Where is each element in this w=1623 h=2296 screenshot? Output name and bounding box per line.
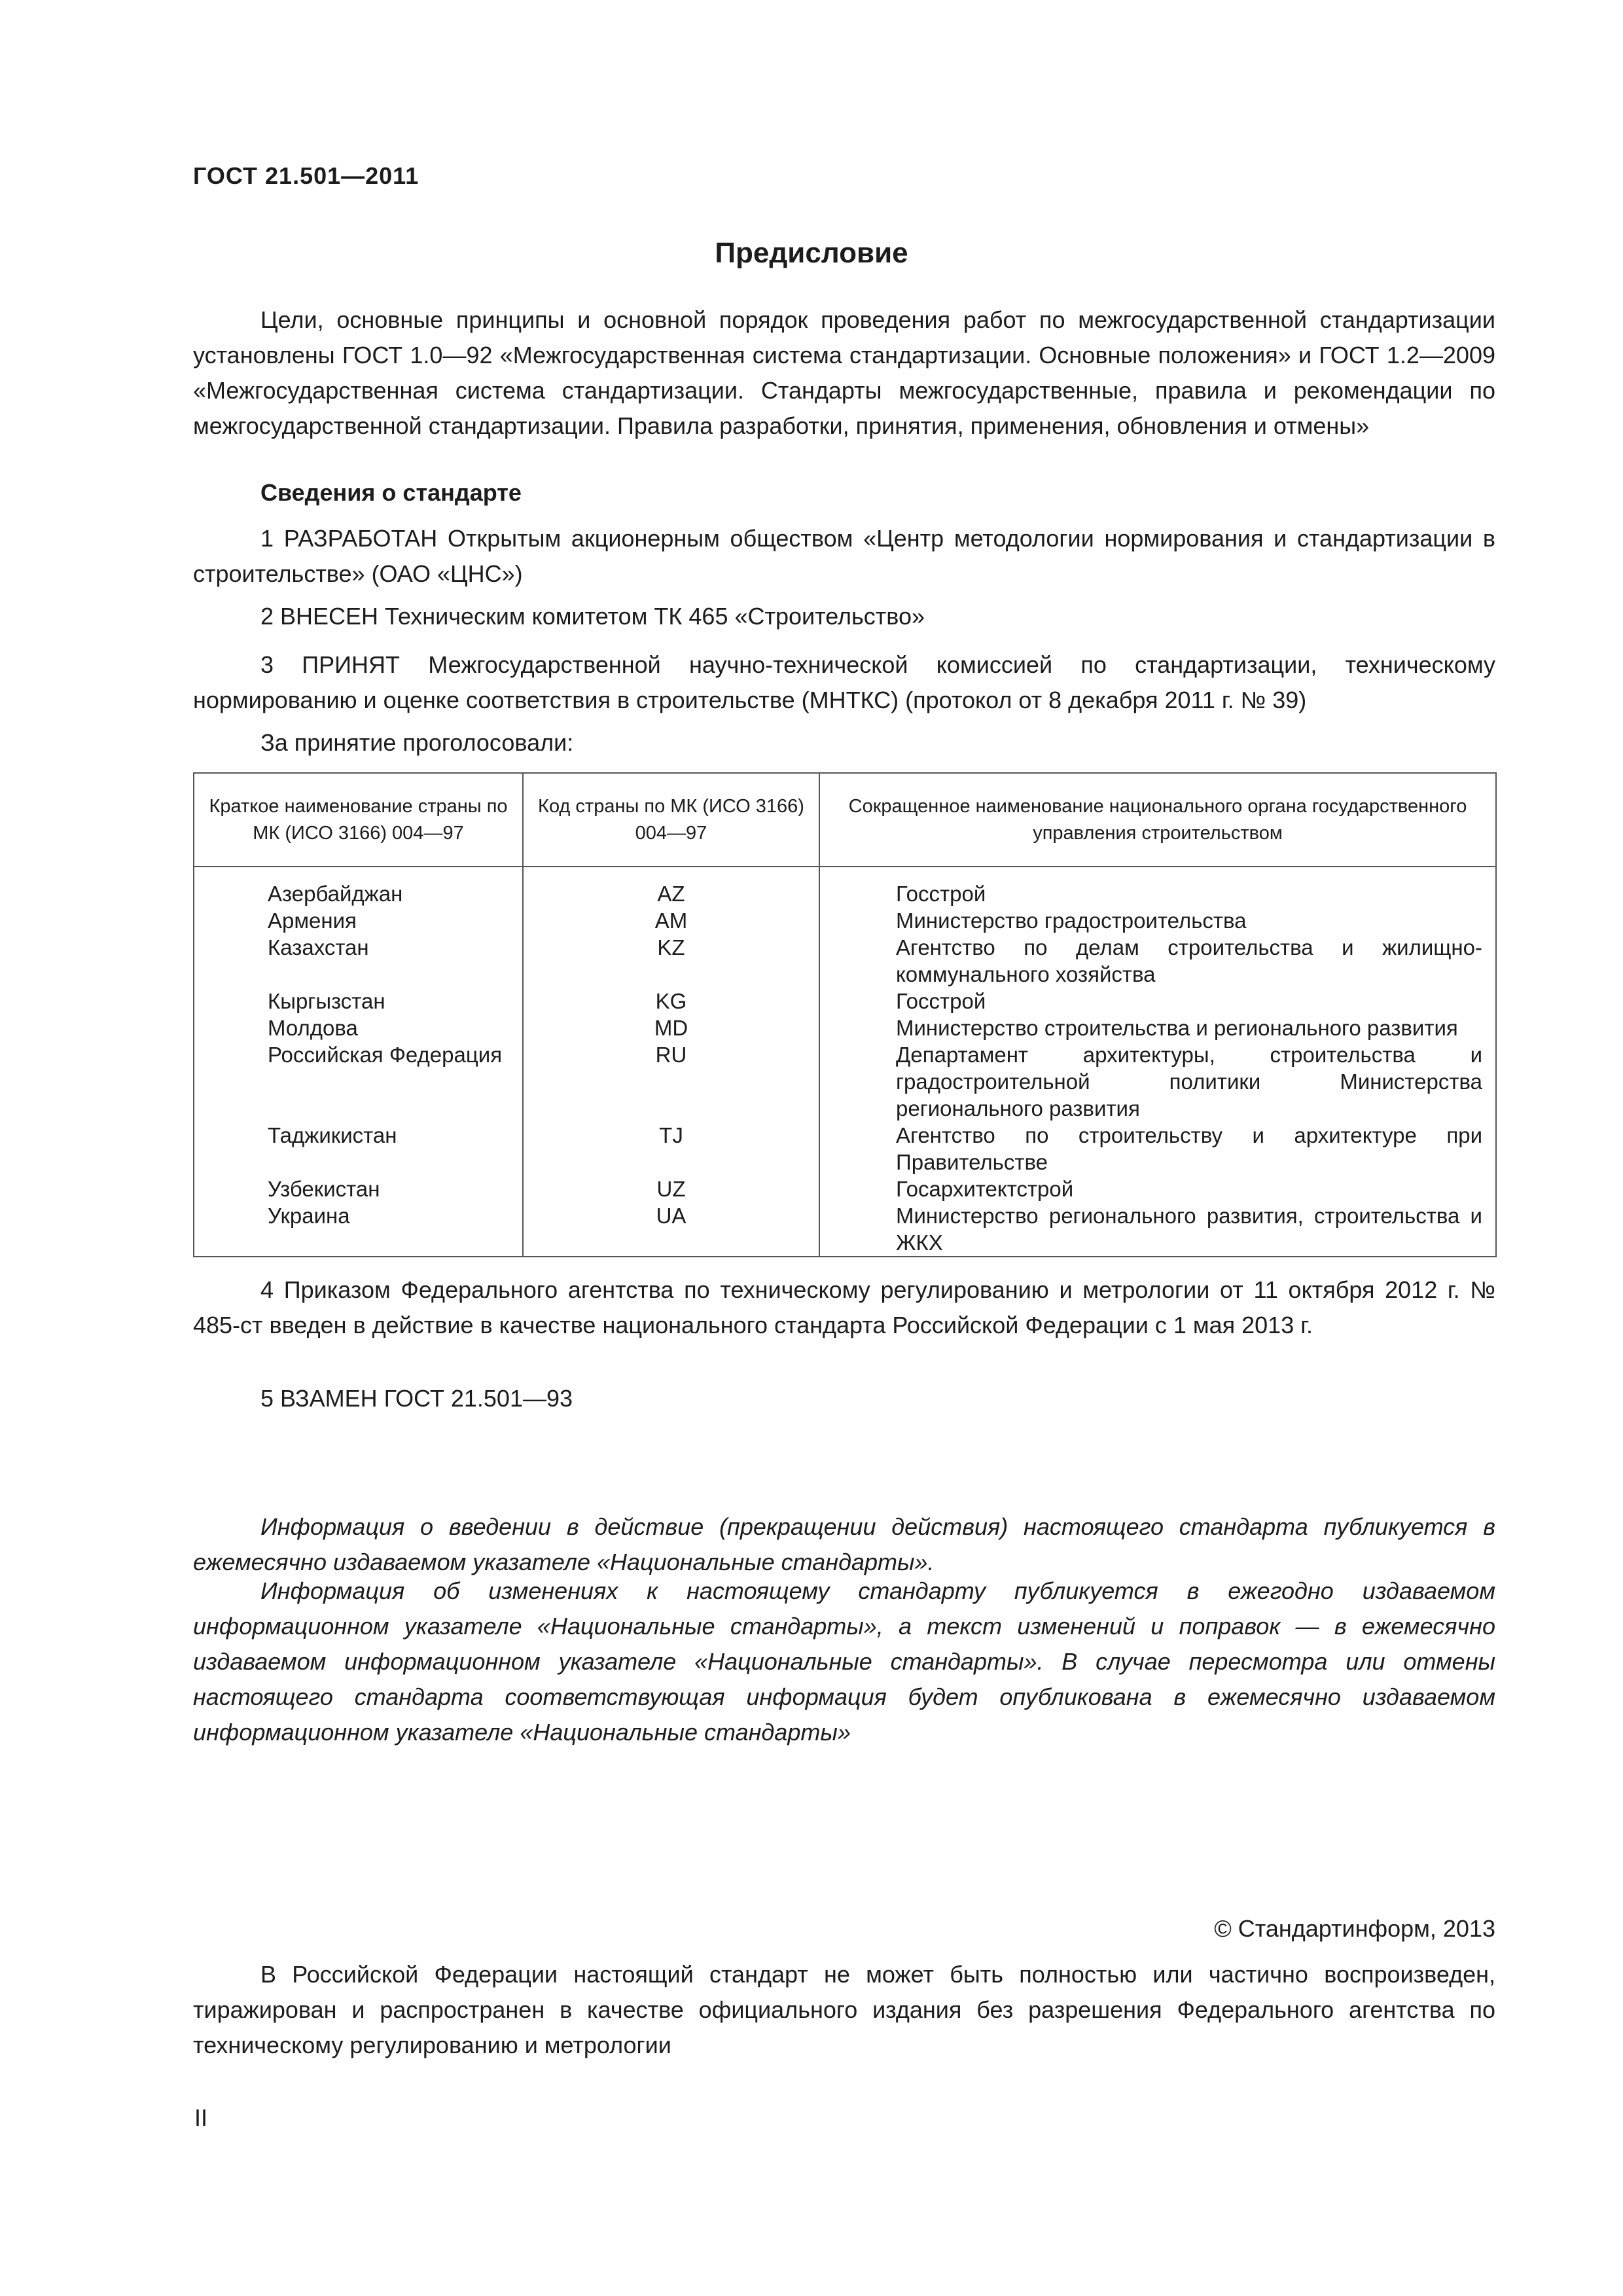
item-1-developed: 1 РАЗРАБОТАН Открытым акционерным обществом «Центр методологии нормирования и стандартизации в строительстве» (ОАО «ЦНС») xyxy=(193,525,1495,587)
body-cell: Министерство строительства и регионального развития xyxy=(896,1016,1458,1040)
code-cell: TJ xyxy=(659,1123,683,1147)
country-cell: Армения xyxy=(268,908,357,933)
body-cell: Агентство по строительству и архитектуре при Правительстве xyxy=(896,1123,1482,1174)
body-cell: Министерство регионального развития, строительства и ЖКХ xyxy=(896,1204,1482,1255)
code-cell: MD xyxy=(654,1016,688,1040)
item-3-adopted: 3 ПРИНЯТ Межгосударственной научно-технической комиссией по стандартизации, техническому нормированию и оценке соответствия в строительстве (МНТКС) (протокол от 8 декабря 2011 г. № 39) xyxy=(193,651,1495,713)
notice-introduction: Информация о введении в действие (прекращении действия) настоящего стандарта публикуется в ежемесячно издаваемом указателе «Национальные стандарты». xyxy=(193,1513,1495,1575)
voting-table xyxy=(193,772,1497,1257)
code-cell: KZ xyxy=(657,935,685,960)
code-cell: KG xyxy=(655,989,687,1013)
body-cell: Агентство по делам строительства и жилищно-коммунального хозяйства xyxy=(896,935,1482,986)
header-country: Краткое наименование страны по МК (ИСО 3166) 004—97 xyxy=(194,773,523,867)
code-cell: AZ xyxy=(657,882,685,906)
body-cell: Госстрой xyxy=(896,882,986,906)
code-cell: RU xyxy=(655,1043,687,1067)
country-cell: Казахстан xyxy=(268,935,369,960)
country-cell: Узбекистан xyxy=(268,1177,380,1201)
country-cell: Кыргызстан xyxy=(268,989,385,1013)
country-cell: Азербайджан xyxy=(268,882,403,906)
body-column xyxy=(819,867,1496,1257)
page-title: Предисловие xyxy=(715,237,908,269)
code-cell: AM xyxy=(654,908,688,933)
code-cell: UZ xyxy=(656,1177,686,1201)
table-row xyxy=(194,867,1496,1257)
page-number: II xyxy=(194,2104,208,2131)
body-cell: Госархитектстрой xyxy=(896,1177,1074,1201)
copyright: © Стандартинформ, 2013 xyxy=(1214,1915,1495,1942)
rights-notice: В Российской Федерации настоящий стандарт не может быть полностью или частично воспроизведен, тиражирован и распространен в качестве официального издания без разрешения Федерального агентства по техническому регулированию и метрологии xyxy=(193,1961,1495,2058)
info-heading: Сведения о стандарте xyxy=(260,479,522,506)
body-cell: Министерство градостроительства xyxy=(896,908,1247,933)
item-4-enacted: 4 Приказом Федерального агентства по техническому регулированию и метрологии от 11 октября 2012 г. № 485-ст введен в действие в качестве национального стандарта Российской Федерации с 1 мая 2013 г. xyxy=(193,1276,1495,1338)
header-code: Код страны по МК (ИСО 3166) 004—97 xyxy=(523,773,819,867)
intro-paragraph: Цели, основные принципы и основной порядок проведения работ по межгосударственной стандартизации установлены ГОСТ 1.0—92 «Межгосударственная система стандартизации. Основные положения» и ГОСТ 1.2—2009 «Межгосударственная система стандартизации. Стандарты межгосударственные, правила и рекомендации по межгосударственной стандартизации. Правила разработки, принятия, применения, обновления и отмены» xyxy=(193,306,1495,439)
body-cell: Департамент архитектуры, строительства и градостроительной политики Министерства регионального развития xyxy=(896,1043,1482,1121)
country-column xyxy=(194,867,523,1257)
code-cell: UA xyxy=(656,1204,687,1228)
item-2-submitted: 2 ВНЕСЕН Техническим комитетом ТК 465 «Строительство» xyxy=(260,603,925,630)
country-cell: Российская Федерация xyxy=(268,1043,503,1067)
notice-changes: Информация об изменениях к настоящему стандарту публикуется в ежегодно издаваемом информационном указателе «Национальные стандарты», а текст изменений и поправок — в ежемесячно издаваемом информационном указателе «Национальные стандарты». В случае пересмотра или отмены настоящего стандарта соответствующая информация будет опубликована в ежемесячно издаваемом информационном указателе «Национальные стандарты» xyxy=(193,1577,1495,1746)
header-body: Сокращенное наименование национального органа государственного управления строительством xyxy=(819,773,1496,867)
item-5-replaces: 5 ВЗАМЕН ГОСТ 21.501—93 xyxy=(260,1385,573,1412)
table-header-row xyxy=(194,773,1496,867)
body-cell: Госстрой xyxy=(896,989,986,1013)
country-cell: Украина xyxy=(268,1204,350,1228)
country-cell: Молдова xyxy=(268,1016,358,1040)
document-header: ГОСТ 21.501—2011 xyxy=(193,162,419,189)
country-cell: Таджикистан xyxy=(268,1123,397,1147)
voted-label: За принятие проголосовали: xyxy=(260,729,574,756)
code-column xyxy=(523,867,819,1257)
